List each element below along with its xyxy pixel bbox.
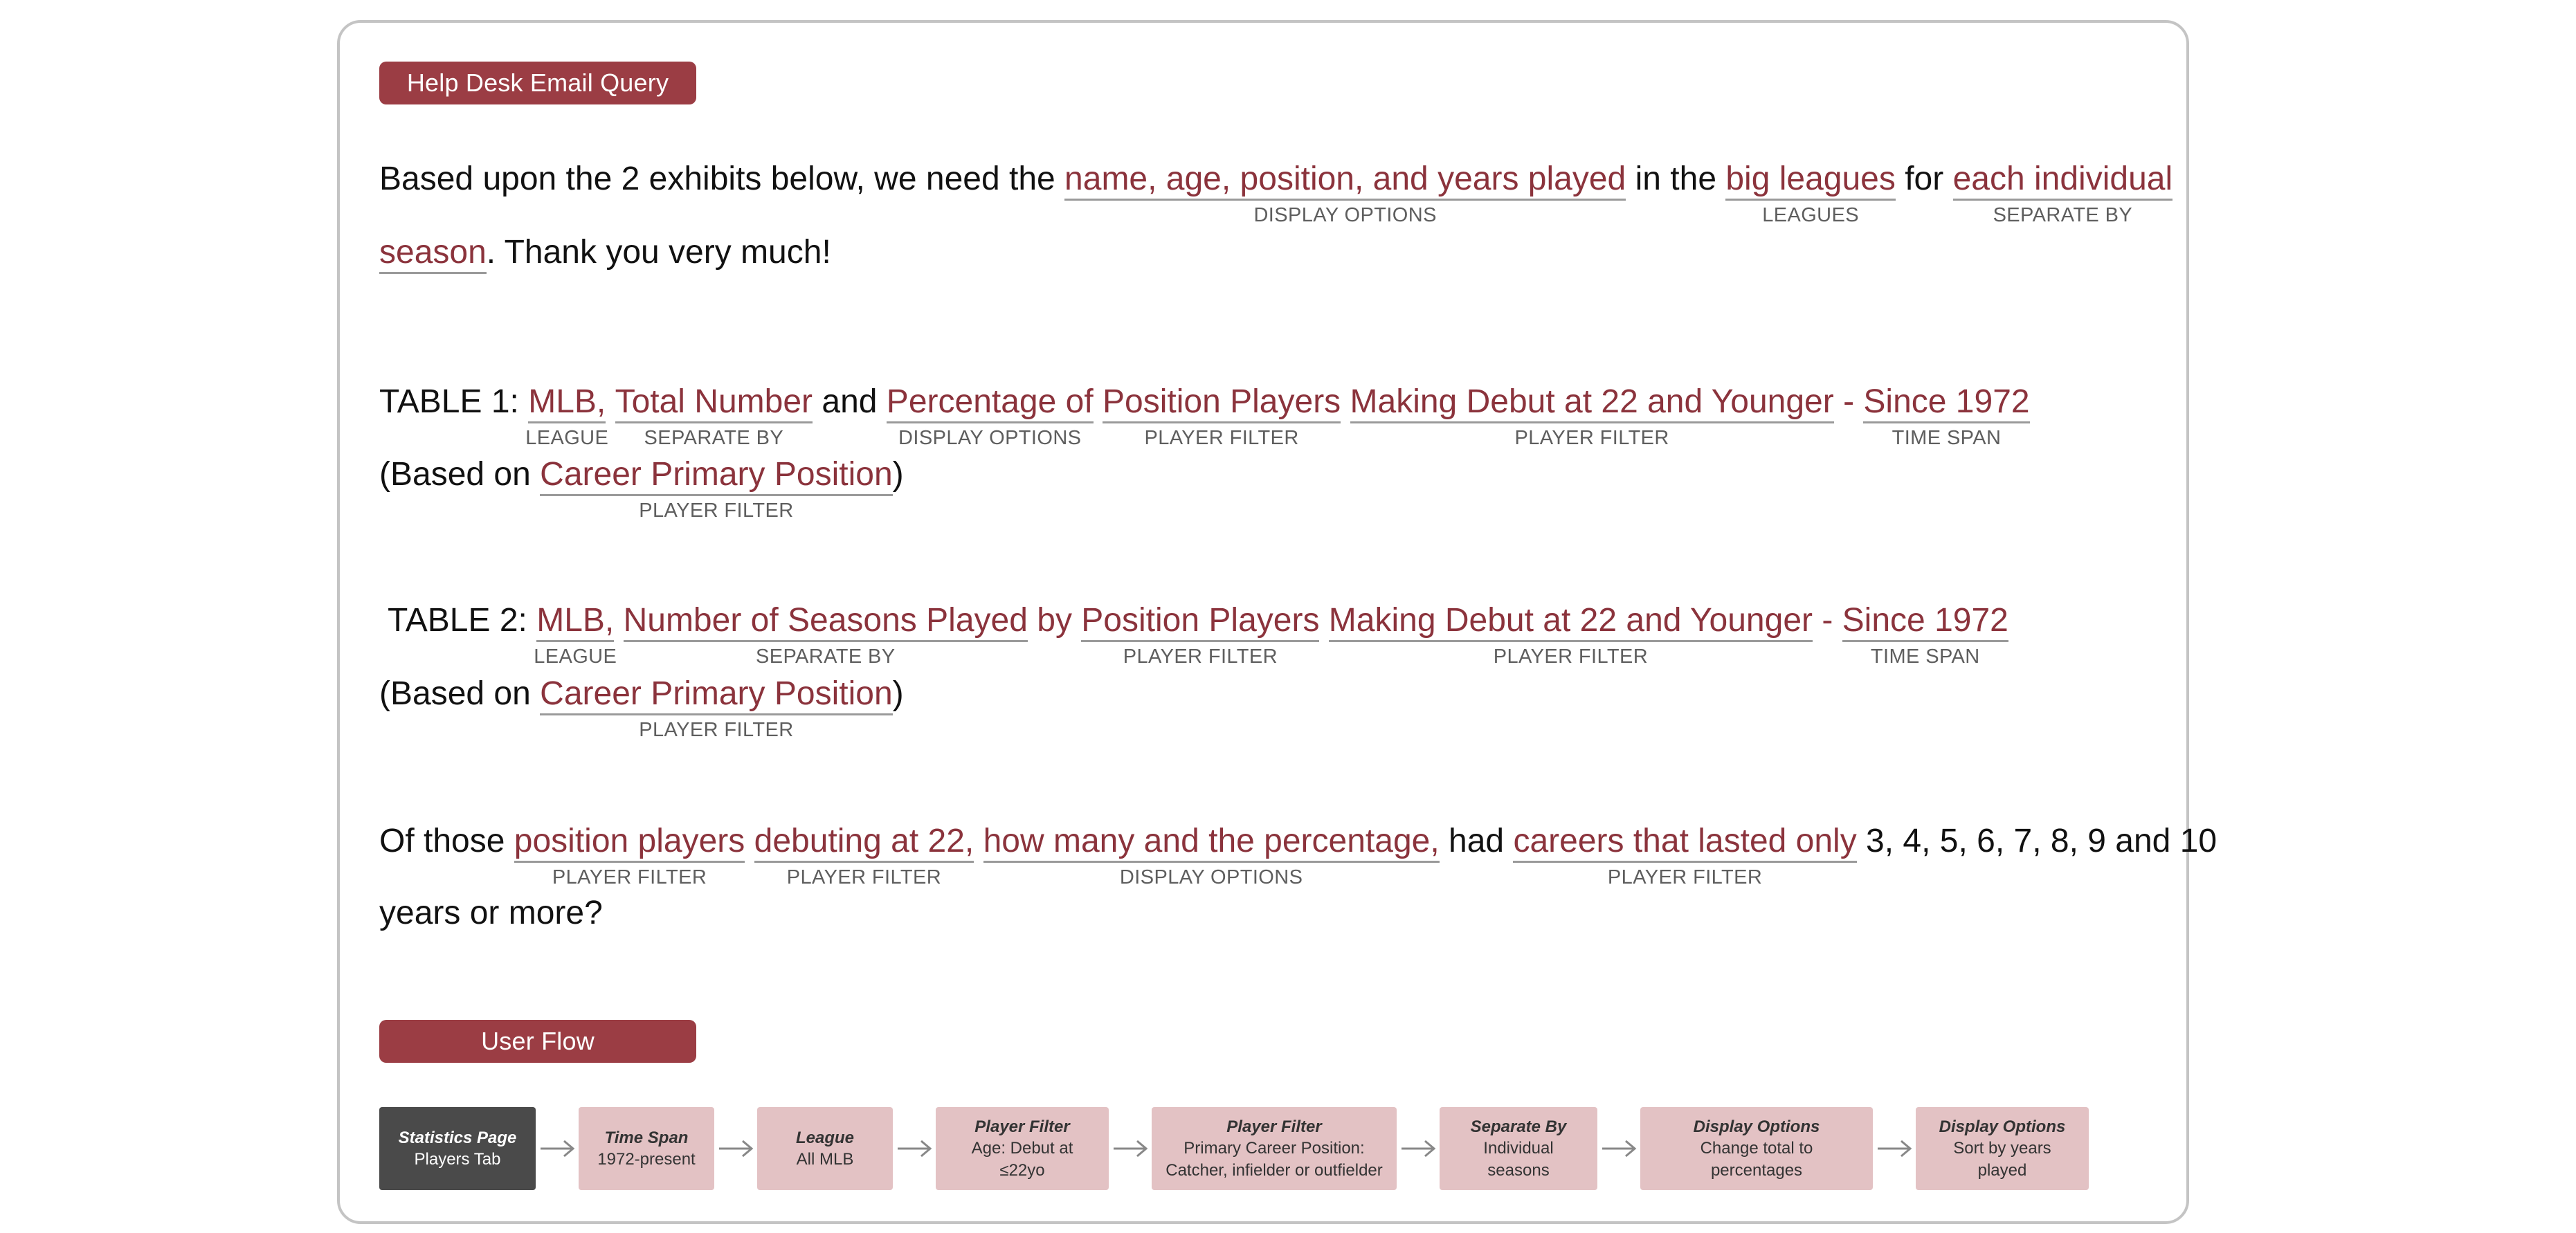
token-label: PLAYER FILTER [1514, 426, 1669, 449]
token-league[interactable] [525, 383, 609, 449]
table2-based-line [379, 675, 904, 741]
token-player-filter[interactable] [1513, 823, 1857, 888]
flow-step-time-span[interactable] [579, 1107, 714, 1190]
token-label: PLAYER FILTER [1144, 426, 1299, 449]
flow-step-detail: Primary Career Position: [1183, 1139, 1365, 1158]
flow-step-league[interactable] [757, 1107, 893, 1190]
token-display-options[interactable] [886, 383, 1094, 449]
table1-prefix: TABLE 1: [379, 383, 529, 420]
token-label: SEPARATE BY [644, 426, 784, 449]
question-text: years or more? [379, 895, 603, 931]
token-text: Making Debut at 22 and Younger [1328, 602, 1813, 639]
flow-step-title: Separate By [1470, 1117, 1567, 1137]
token-label: PLAYER FILTER [1123, 645, 1278, 668]
flow-step-detail: Age: Debut at ≤22yo [971, 1139, 1073, 1180]
flow-step-detail: Catcher, infielder or outfielder [1165, 1160, 1383, 1180]
token-text: Percentage of [886, 383, 1094, 420]
token-text: Making Debut at 22 and Younger [1350, 383, 1834, 420]
query-line-2 [379, 235, 831, 274]
table1-based-line [379, 456, 904, 522]
table2-based-close: ) [892, 675, 904, 712]
token-text: Career Primary Position [540, 675, 893, 712]
token-time-span[interactable] [1863, 383, 2030, 449]
flow-step-title: Player Filter [1226, 1117, 1322, 1137]
token-text: MLB, [528, 383, 606, 420]
question-line-2 [379, 897, 603, 930]
token-label: LEAGUE [525, 426, 609, 449]
arrow-right-icon [893, 1107, 936, 1190]
token-player-filter[interactable] [1350, 383, 1834, 449]
token-label: DISPLAY OPTIONS [898, 426, 1082, 449]
table2-prefix: TABLE 2: [388, 602, 537, 639]
table1-title-line [379, 383, 2030, 449]
token-separate-by[interactable] [615, 383, 813, 449]
arrow-right-icon [1397, 1107, 1440, 1190]
flow-step-statistics-page[interactable] [379, 1107, 536, 1190]
token-label: DISPLAY OPTIONS [1119, 866, 1303, 888]
token-label: LEAGUES [1762, 203, 1860, 226]
token-text: careers that lasted only [1513, 823, 1857, 859]
token-text: season [379, 234, 487, 271]
question-text: Of those [379, 823, 514, 859]
flow-step-title: Display Options [1693, 1117, 1820, 1137]
token-label: PLAYER FILTER [1607, 866, 1763, 888]
flow-step-detail: Sort by years played [1953, 1139, 2051, 1180]
query-text: Based upon the 2 exhibits below, we need the [379, 161, 1065, 197]
token-time-span[interactable] [1842, 602, 2008, 668]
token-label: SEPARATE BY [1993, 203, 2133, 226]
token-display-options[interactable] [1064, 161, 1626, 226]
question-text: 3, 4, 5, 6, 7, 8, 9 and 10 [1856, 823, 2217, 859]
query-text: in the [1626, 161, 1726, 197]
token-label: PLAYER FILTER [786, 866, 942, 888]
table2-by: by [1027, 602, 1082, 639]
token-league[interactable] [534, 602, 617, 668]
token-text: big leagues [1725, 161, 1896, 197]
token-text: Career Primary Position [540, 456, 893, 493]
token-text: Number of Seasons Played [623, 602, 1028, 639]
token-label: PLAYER FILTER [639, 499, 794, 522]
token-label: TIME SPAN [1870, 645, 1980, 668]
table1-dash: - [1833, 383, 1864, 420]
token-player-filter[interactable] [1103, 383, 1341, 449]
flow-step-detail: Change total to percentages [1700, 1139, 1813, 1180]
token-player-filter[interactable] [540, 456, 893, 522]
arrow-right-icon [714, 1107, 757, 1190]
token-display-options[interactable] [983, 823, 1440, 888]
token-text: Position Players [1103, 383, 1341, 420]
token-player-filter[interactable] [540, 675, 893, 741]
token-text: Total Number [615, 383, 813, 420]
table2-title-line [388, 602, 2008, 668]
question-line-1 [379, 823, 2217, 888]
token-label: PLAYER FILTER [639, 718, 794, 741]
flow-step-player-filter-age[interactable] [936, 1107, 1109, 1190]
flow-step-separate-by[interactable] [1440, 1107, 1597, 1190]
arrow-right-icon [1873, 1107, 1916, 1190]
help-desk-email-query-button[interactable]: Help Desk Email Query [379, 62, 696, 104]
token-separate-by[interactable] [623, 602, 1028, 668]
flow-step-detail: Players Tab [414, 1150, 501, 1169]
token-text: Since 1972 [1842, 602, 2008, 639]
token-player-filter[interactable] [1328, 602, 1813, 668]
token-text: Position Players [1081, 602, 1320, 639]
token-text: how many and the percentage, [983, 823, 1440, 859]
token-label: SEPARATE BY [755, 645, 896, 668]
arrow-right-icon [1597, 1107, 1640, 1190]
flow-step-detail: 1972-present [597, 1150, 696, 1169]
flow-step-display-options-percent[interactable] [1640, 1107, 1873, 1190]
token-label: LEAGUE [534, 645, 617, 668]
token-text: each individual [1952, 161, 2173, 197]
token-separate-by[interactable] [1952, 161, 2173, 226]
table2-dash: - [1813, 602, 1842, 639]
flow-step-detail: All MLB [796, 1150, 854, 1169]
flow-step-display-options-sort[interactable] [1916, 1107, 2089, 1190]
question-text: had [1439, 823, 1514, 859]
token-player-filter[interactable] [514, 823, 745, 888]
flow-step-title: Display Options [1939, 1117, 2066, 1137]
token-player-filter[interactable] [1081, 602, 1320, 668]
flow-step-player-filter-position[interactable] [1152, 1107, 1397, 1190]
token-separate-by-continued[interactable] [379, 235, 487, 274]
flow-step-title: Statistics Page [398, 1128, 517, 1147]
token-leagues[interactable] [1725, 161, 1896, 226]
table1-based-close: ) [892, 456, 904, 493]
table1-text: and [813, 383, 887, 420]
token-label: PLAYER FILTER [1493, 645, 1649, 668]
token-text: name, age, position, and years played [1064, 161, 1626, 197]
flow-step-title: Time Span [604, 1128, 689, 1147]
token-label: DISPLAY OPTIONS [1253, 203, 1437, 226]
token-text: debuting at 22, [754, 823, 974, 859]
flow-step-title: Player Filter [974, 1117, 1070, 1137]
query-line-1 [379, 161, 2173, 226]
token-label: PLAYER FILTER [552, 866, 707, 888]
table2-based-open: (Based on [379, 675, 541, 712]
token-text: MLB, [536, 602, 615, 639]
flow-step-detail: Individual seasons [1483, 1139, 1554, 1180]
flow-step-title: League [795, 1128, 855, 1147]
token-label: TIME SPAN [1892, 426, 2002, 449]
user-flow-button[interactable]: User Flow [379, 1020, 696, 1063]
user-flow-diagram [379, 1107, 2089, 1190]
token-player-filter[interactable] [754, 823, 974, 888]
token-text: position players [514, 823, 745, 859]
arrow-right-icon [536, 1107, 579, 1190]
query-text: . Thank you very much! [486, 234, 831, 271]
query-text: for [1895, 161, 1953, 197]
arrow-right-icon [1109, 1107, 1152, 1190]
table1-based-open: (Based on [379, 456, 541, 493]
token-text: Since 1972 [1863, 383, 2030, 420]
